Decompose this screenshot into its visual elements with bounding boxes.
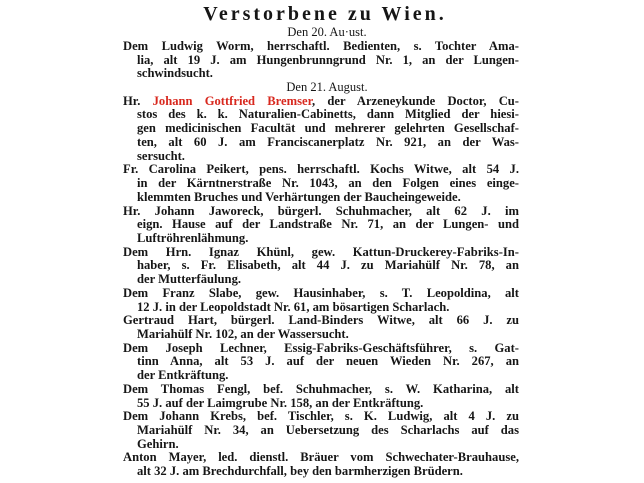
entry-line: klemmten Bruches und Verhärtungen der Baucheingeweide. — [137, 189, 461, 204]
obituary-entry — [123, 410, 519, 451]
entry-line: Dem Johann Krebs, bef. Tischler, s. K. Ludwig, alt 4 J. zu — [123, 409, 519, 424]
entry-line: eign. Hause auf der Landstraße Nr. 71, an der Lungen- und — [137, 217, 519, 232]
obituary-entry — [123, 40, 519, 81]
entry-line: Mariahülf Nr. 34, an Uebersetzung des Scharlachs auf das — [137, 423, 519, 437]
entry-line: 12 J. in der Leopoldstadt Nr. 61, am bösartigen Scharlach. — [137, 299, 450, 314]
entry-line: schwindsucht. — [137, 66, 213, 81]
entry-line: der Entkräftung. — [137, 368, 229, 383]
obituary-entry — [123, 205, 519, 246]
entry-line: der Mutterfäulung. — [137, 272, 242, 287]
obituary-entry — [123, 451, 519, 478]
entry-line: Dem Ludwig Worm, herrschaftl. Bedienten, s. Tochter Ama- — [123, 38, 519, 53]
obituary-list — [123, 26, 519, 479]
obituary-entry — [123, 163, 519, 204]
entry-line: Hr. Johann Jaworeck, bürgerl. Schuhmacher, alt 62 J. im — [123, 203, 519, 218]
entry-line: tinn Anna, alt 53 J. auf der neuen Wieden Nr. 267, an — [137, 354, 519, 369]
entry-line: ten, alt 60 J. am Franciscanerplatz Nr. 921, an der Was- — [137, 134, 519, 149]
entry-line: Gehirn. — [137, 436, 179, 451]
entry-line: stos des k. k. Naturalien-Cabinetts, dann Mitglied der hiesi- — [137, 107, 519, 122]
entry-line: Mariahülf Nr. 102, an der Wassersucht. — [137, 326, 349, 341]
entry-line: in der Kärntnerstraße Nr. 1043, an den Folgen eines einge- — [137, 176, 519, 191]
entry-line: Dem Thomas Fengl, bef. Schuhmacher, s. W. Katharina, alt — [123, 381, 519, 396]
entry-line: Dem Hrn. Ignaz Khünl, gew. Kattun-Druckerey-Fabriks-In- — [123, 244, 519, 259]
entry-line: Luftröhrenlähmung. — [137, 230, 249, 245]
obituary-entry — [123, 383, 519, 410]
obituary-entry — [123, 95, 519, 164]
obituary-entry — [123, 287, 519, 314]
entry-line: gen medicinischen Facultät und mehrerer gelehrten Gesellschaf- — [137, 121, 519, 136]
entry-line: Anton Mayer, led. dienstl. Bräuer vom Schwechater-Brauhause, — [123, 450, 519, 465]
obituary-entry — [123, 314, 519, 341]
entry-line: haber, s. Fr. Elisabeth, alt 44 J. zu Mariahülf Nr. 78, an — [137, 258, 519, 273]
obituary-entry — [123, 342, 519, 383]
highlighted-name: Johann Gottfried Bremser — [152, 93, 313, 108]
entry-text: , der Arzeneykunde Doctor, Cu- — [312, 93, 519, 108]
obituary-page — [123, 0, 519, 479]
title-prefix: Hr. — [123, 93, 153, 108]
entry-line: Fr. Carolina Peikert, pens. herrschaftl. Kochs Witwe, alt 54 J. — [123, 162, 519, 177]
entry-line: Gertraud Hart, bürgerl. Land-Binders Witwe, alt 66 J. zu — [123, 313, 519, 328]
entry-line: sersucht. — [137, 148, 185, 163]
entry-line: Dem Franz Slabe, gew. Hausinhaber, s. T. Leopoldina, alt — [123, 285, 519, 300]
entry-line: 55 J. auf der Laimgrube Nr. 158, an der Entkräftung. — [137, 395, 424, 410]
entry-line: alt 32 J. am Brechdurchfall, bey den barmherzigen Brüdern. — [137, 464, 463, 479]
entry-line — [123, 95, 519, 109]
date-heading: Den 21. August. — [286, 79, 368, 94]
entry-line: lia, alt 19 J. am Hungenbrunngrund Nr. 1, an der Lungen- — [137, 52, 519, 67]
obituary-entry — [123, 246, 519, 287]
entry-line: Dem Joseph Lechner, Essig-Fabriks-Geschäftsführer, s. Gat- — [123, 340, 519, 355]
date-heading: Den 20. Au·ust. — [287, 25, 367, 39]
page-title: Verstorbene zu Wien. — [203, 3, 447, 25]
